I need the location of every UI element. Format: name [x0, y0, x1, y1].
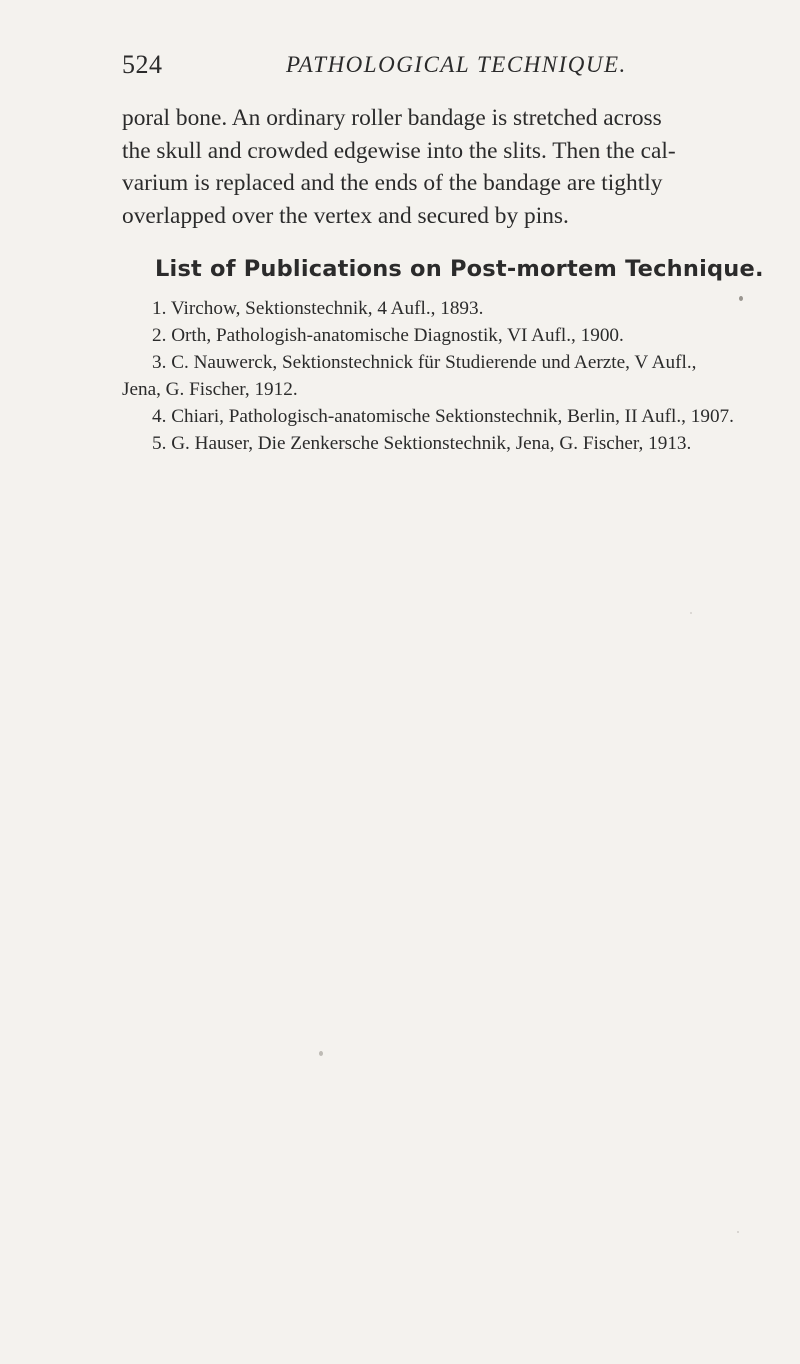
body-paragraph	[122, 102, 762, 232]
page-number: 524	[122, 50, 163, 79]
publication-list	[122, 295, 772, 457]
paper-speck	[319, 1051, 323, 1056]
publication-entry: 5. G. Hauser, Die Zenkersche Sektionstechnik, Jena, G. Fischer, 1913.	[152, 433, 692, 454]
paragraph-line: the skull and crowded edgewise into the slits. Then the cal-	[122, 137, 676, 164]
publication-entry: 1. Virchow, Sektionstechnik, 4 Aufl., 1893.	[152, 298, 484, 319]
publication-entry: 2. Orth, Pathologish-anatomische Diagnostik, VI Aufl., 1900.	[152, 325, 624, 346]
paper-speck	[690, 612, 692, 614]
paragraph-line: varium is replaced and the ends of the bandage are tightly	[122, 170, 663, 196]
running-title: PATHOLOGICAL TECHNIQUE.	[286, 52, 627, 77]
paragraph-line: overlapped over the vertex and secured by pins.	[122, 202, 569, 229]
running-head	[122, 50, 752, 84]
publication-entry: 3. C. Nauwerck, Sektionstechnick für Studierende und Aerzte, V Aufl.,	[152, 352, 697, 373]
paper-speck	[739, 296, 743, 301]
publication-entry-continuation: Jena, G. Fischer, 1912.	[122, 379, 298, 400]
publication-entry: 4. Chiari, Pathologisch-anatomische Sektionstechnik, Berlin, II Aufl., 1907.	[152, 406, 734, 427]
paragraph-line: poral bone. An ordinary roller bandage is stretched across	[122, 105, 662, 131]
paper-speck	[737, 1231, 739, 1233]
section-heading: List of Publications on Post-mortem Technique.	[155, 256, 764, 282]
